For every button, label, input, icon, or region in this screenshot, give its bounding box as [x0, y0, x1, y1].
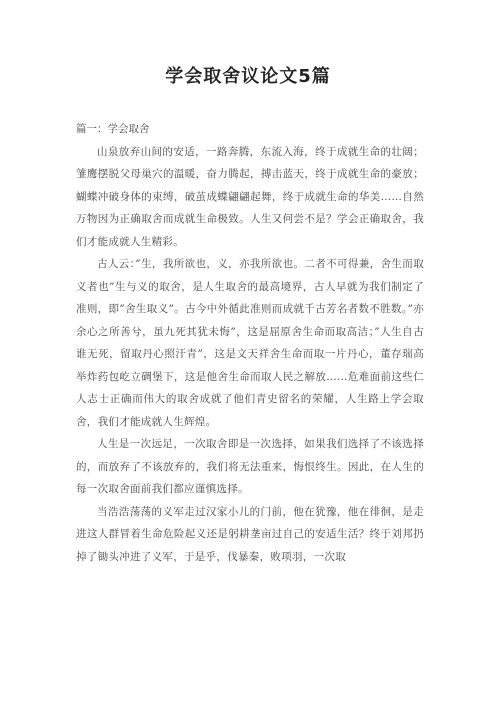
paragraph-2: 古人云：”生，我所欲也，义，亦我所欲也。二者不可得兼，舍生而取义者也”生与义的取舍，是人生取舍的最高境界，古人早就为我们制定了准则，即”舍生取义”。古今中外循此准则而成就千古芳名者数不胜数。”亦余心之所善兮，虽九死其犹未悔”，这是屈原舍生命而取高洁；”人生自古谁无死，留取丹心照汗青”，这是文天祥舍生命而取一片丹心，董存瑞高举炸药包屹立碉堡下，这是他舍生命而取人民之解放……危难面前这些仁人志士正确而伟大的取舍成就了他们青史留名的荣耀，人生路上学会取舍，我们才能成就人生辉煌。 [76, 258, 424, 428]
paragraph-1: 山泉放弃山间的安适，一路奔腾，东流入海，终于成就生命的壮阔；雏鹰摆脱父母巢穴的温暖，奋力腾起，搏击蓝天，终于成就生命的豪放；蝴蝶冲破身体的束缚，破茧成蝶翩翩起舞，终于成就生命的华美……自然万物因为正确取舍而成就生命极致。人生又何尝不是？学会正确取舍，我们才能成就人生精彩。 [76, 145, 424, 248]
document-body [76, 118, 424, 568]
paragraph-3: 人生是一次远足，一次取舍即是一次选择，如果我们选择了不该选择的，而放弃了不该放弃的，我们将无法重来，悔恨终生。因此，在人生的每一次取舍面前我们都应谨慎选择。 [76, 438, 424, 495]
document-title: 学会取舍议论文5篇 [165, 66, 331, 87]
paragraph-4: 当浩浩荡荡的义军走过汉家小儿的门前，他在犹豫，他在徘徊，是走进这人群冒着生命危险起义还是躬耕垄亩过自己的安适生活？终于刘邦扔掉了锄头冲进了义军，于是乎，伐暴秦，败项羽，一次取 [76, 505, 424, 563]
section-heading: 篇一：学会取舍 [76, 123, 150, 135]
